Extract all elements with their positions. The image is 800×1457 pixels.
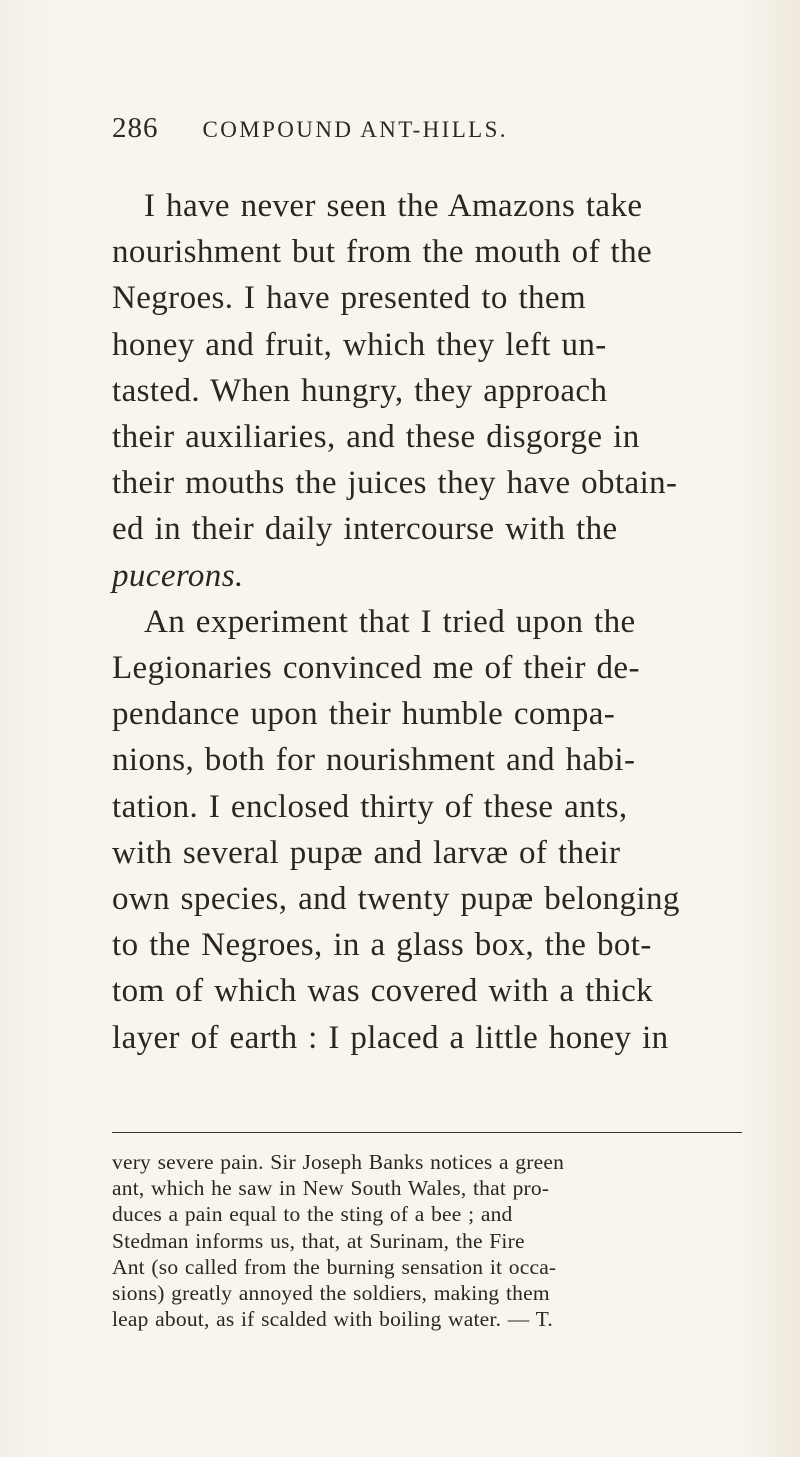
running-head (112, 112, 752, 152)
footnote-line: sions) greatly annoyed the soldiers, making them (112, 1281, 550, 1306)
body-line: I have never seen the Amazons take (144, 188, 643, 224)
body-line: honey and fruit, which they left un- (112, 326, 607, 363)
body-text (112, 183, 772, 1061)
body-line: their auxiliaries, and these disgorge in (112, 419, 640, 456)
body-line: Negroes. I have presented to them (112, 280, 587, 317)
footnote (112, 1149, 752, 1332)
footnote-line: ant, which he saw in New South Wales, that pro- (112, 1176, 550, 1201)
body-line: to the Negroes, in a glass box, the bot- (112, 927, 652, 964)
body-line: nourishment but from the mouth of the (112, 234, 653, 271)
body-line: nions, both for nourishment and habi- (112, 742, 636, 779)
body-line: tom of which was covered with a thick (112, 973, 654, 1010)
running-head-title: COMPOUND ANT-HILLS. (202, 117, 508, 142)
footnote-line: leap about, as if scalded with boiling water. — T. (112, 1307, 553, 1332)
body-line: own species, and twenty pupæ belonging (112, 881, 680, 918)
body-line-italic (112, 553, 772, 599)
body-line: tasted. When hungry, they approach (112, 372, 608, 409)
body-line: pendance upon their humble compa- (112, 696, 616, 733)
footnote-line: duces a pain equal to the sting of a bee ; and (112, 1202, 513, 1227)
italic-term: pucerons. (112, 557, 244, 594)
body-line: ed in their daily intercourse with the (112, 511, 618, 548)
body-line: Legionaries convinced me of their de- (112, 650, 640, 687)
page-number: 286 (112, 112, 159, 144)
body-line: An experiment that I tried upon the (144, 603, 636, 640)
body-line: with several pupæ and larvæ of their (112, 834, 621, 871)
footnote-line: Stedman informs us, that, at Surinam, the Fire (112, 1228, 525, 1253)
body-line: tation. I enclosed thirty of these ants, (112, 788, 628, 825)
footnote-line: Ant (so called from the burning sensation it occa- (112, 1254, 557, 1279)
footnote-divider (112, 1132, 742, 1133)
body-line: layer of earth : I placed a little honey in (112, 1019, 669, 1056)
footnote-line: very severe pain. Sir Joseph Banks notices a green (112, 1150, 565, 1174)
body-line: their mouths the juices they have obtain- (112, 465, 678, 502)
